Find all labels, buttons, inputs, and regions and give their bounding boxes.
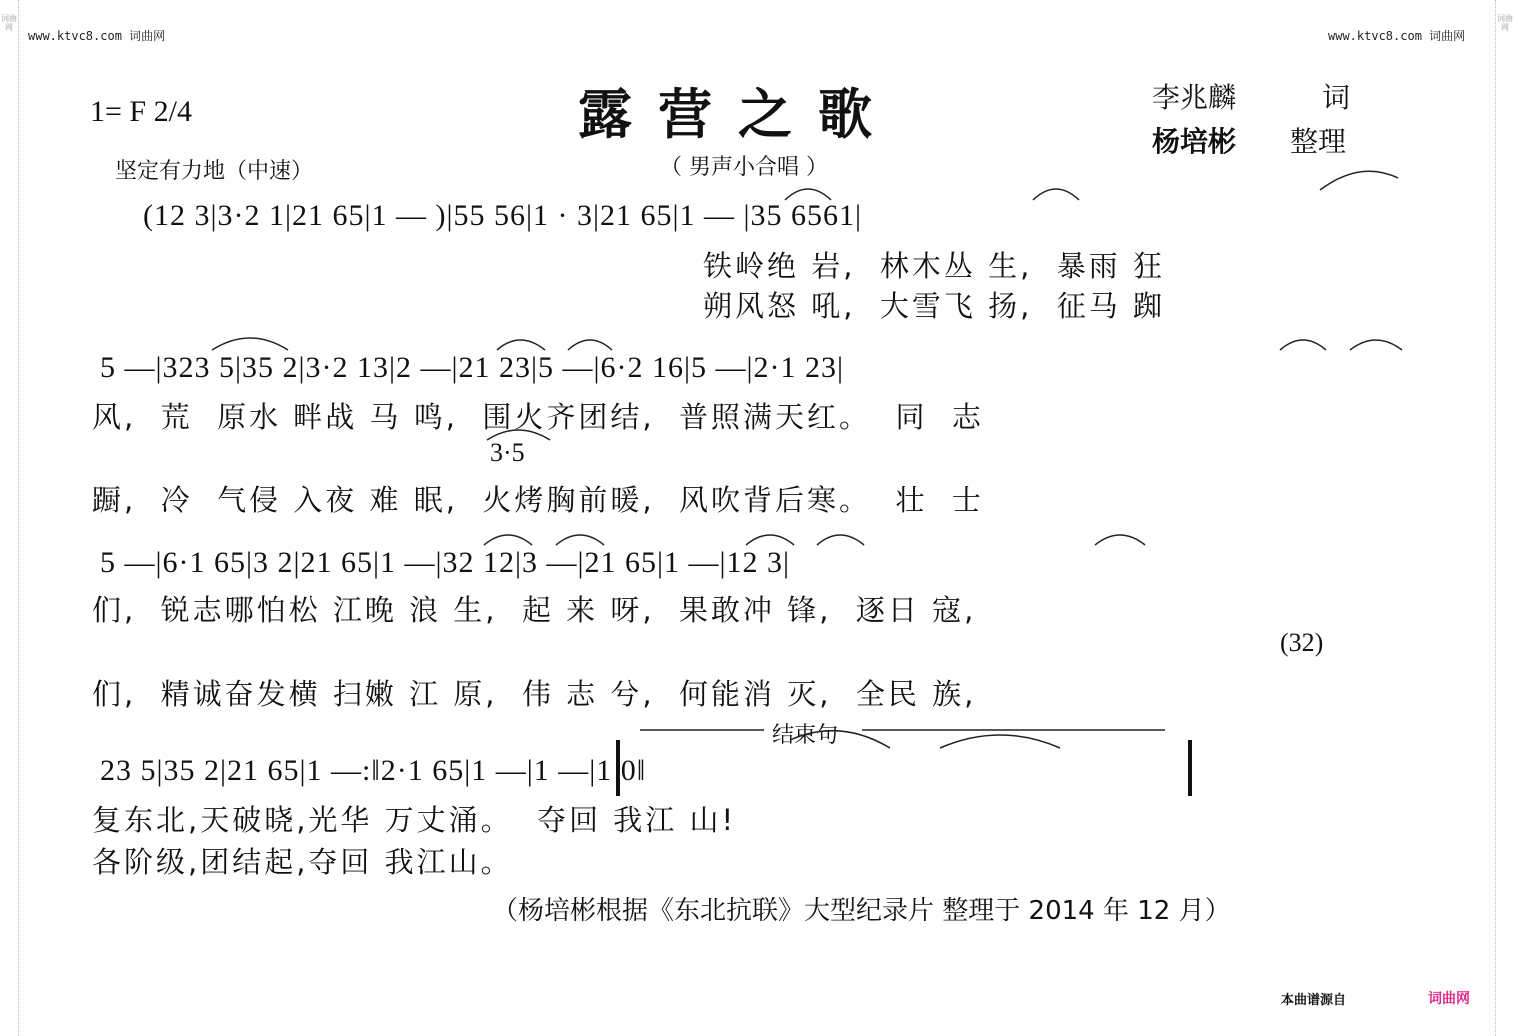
- score-line-1-notes: (12 3|3·2 1|21 65|1 — )|55 56|1 · 3|21 65|1 — |35 6561|: [143, 199, 863, 232]
- line-2-verse-2-lyrics: 蹰, 冷 气侵 入夜 难 眠, 火烤胸前暖, 风吹背后寒。 壮 士: [92, 483, 984, 517]
- lyricist-role: 词: [1322, 81, 1351, 114]
- slur-mark: [484, 535, 532, 545]
- score-line-2-notes: 5 —|323 5|35 2|3·2 13|2 —|21 23|5 —|6·2 16|5 —|2·1 23|: [100, 351, 845, 384]
- tempo-marking: 坚定有力地（中速）: [115, 159, 314, 184]
- right-edge-text: 词曲网: [1497, 14, 1513, 32]
- line-1-verse-2-lyrics: 朔风怒 吼, 大雪飞 扬, 征马 踟: [703, 289, 1165, 323]
- slur-mark: [556, 535, 604, 545]
- line-3-verse-2-lyrics: 们, 精诚奋发横 扫嫩 江 原, 伟 志 兮, 何能消 灭, 全民 族,: [92, 677, 977, 711]
- slur-mark: [1350, 340, 1402, 350]
- site-url-left: www.ktvc8.com 词曲网: [28, 29, 166, 43]
- slur-mark: [1280, 340, 1326, 350]
- tie-mark: [940, 735, 1060, 748]
- slur-mark: [1033, 189, 1079, 200]
- line-3-alternate-note: (32): [1280, 628, 1324, 657]
- line-1-verse-1-lyrics: 铁岭绝 岩, 林木丛 生, 暴雨 狂: [703, 249, 1165, 283]
- arranger-name: 杨培彬: [1152, 125, 1237, 158]
- slur-mark: [497, 340, 545, 350]
- score-line-4-notes: 23 5|35 2|21 65|1 —:‖2·1 65|1 —|1 —|1 0‖: [100, 754, 647, 787]
- site-logo: 词曲网: [1428, 991, 1470, 1007]
- arrangement-footnote: （杨培彬根据《东北抗联》大型纪录片 整理于 2014 年 12 月）: [492, 896, 1231, 926]
- performance-subtitle: （ 男声小合唱 ）: [660, 155, 828, 180]
- line-3-verse-1-lyrics: 们, 锐志哪怕松 江晚 浪 生, 起 来 呀, 果敢冲 锋, 逐日 寇,: [92, 593, 977, 627]
- key-signature: 1= F 2/4: [90, 95, 192, 128]
- slur-mark: [746, 535, 794, 545]
- line-4-verse-1-lyrics: 复东北,天破晓,光华 万丈涌。 夺回 我江 山!: [92, 803, 737, 837]
- left-edge-text: 词曲网: [1, 14, 17, 32]
- line-2-verse-1-lyrics: 风, 荒 原水 畔战 马 鸣, 围火齐团结, 普照满天红。 同 志: [92, 400, 984, 434]
- slur-mark: [817, 535, 864, 545]
- slur-mark: [1320, 171, 1398, 190]
- slur-mark: [1095, 535, 1145, 545]
- slur-mark: [212, 338, 288, 350]
- arranger-role: 整理: [1290, 125, 1347, 158]
- tie-mark: [790, 731, 890, 748]
- line-2-alternate-note: 3·5: [490, 438, 525, 467]
- source-label: 本曲谱源自: [1281, 993, 1347, 1008]
- lyricist-name: 李兆麟: [1152, 81, 1237, 114]
- score-line-3-notes: 5 —|6·1 65|3 2|21 65|1 —|32 12|3 —|21 65|1 —|12 3|: [100, 546, 791, 579]
- coda-label: 结束句: [768, 718, 842, 749]
- song-title: 露营之歌: [578, 82, 898, 146]
- slur-mark: [568, 340, 612, 350]
- slur-mark: [785, 189, 831, 200]
- site-url-right: www.ktvc8.com 词曲网: [1328, 29, 1466, 43]
- line-4-verse-2-lyrics: 各阶级,团结起,夺回 我江山。: [92, 845, 513, 879]
- slur-mark: [487, 430, 550, 440]
